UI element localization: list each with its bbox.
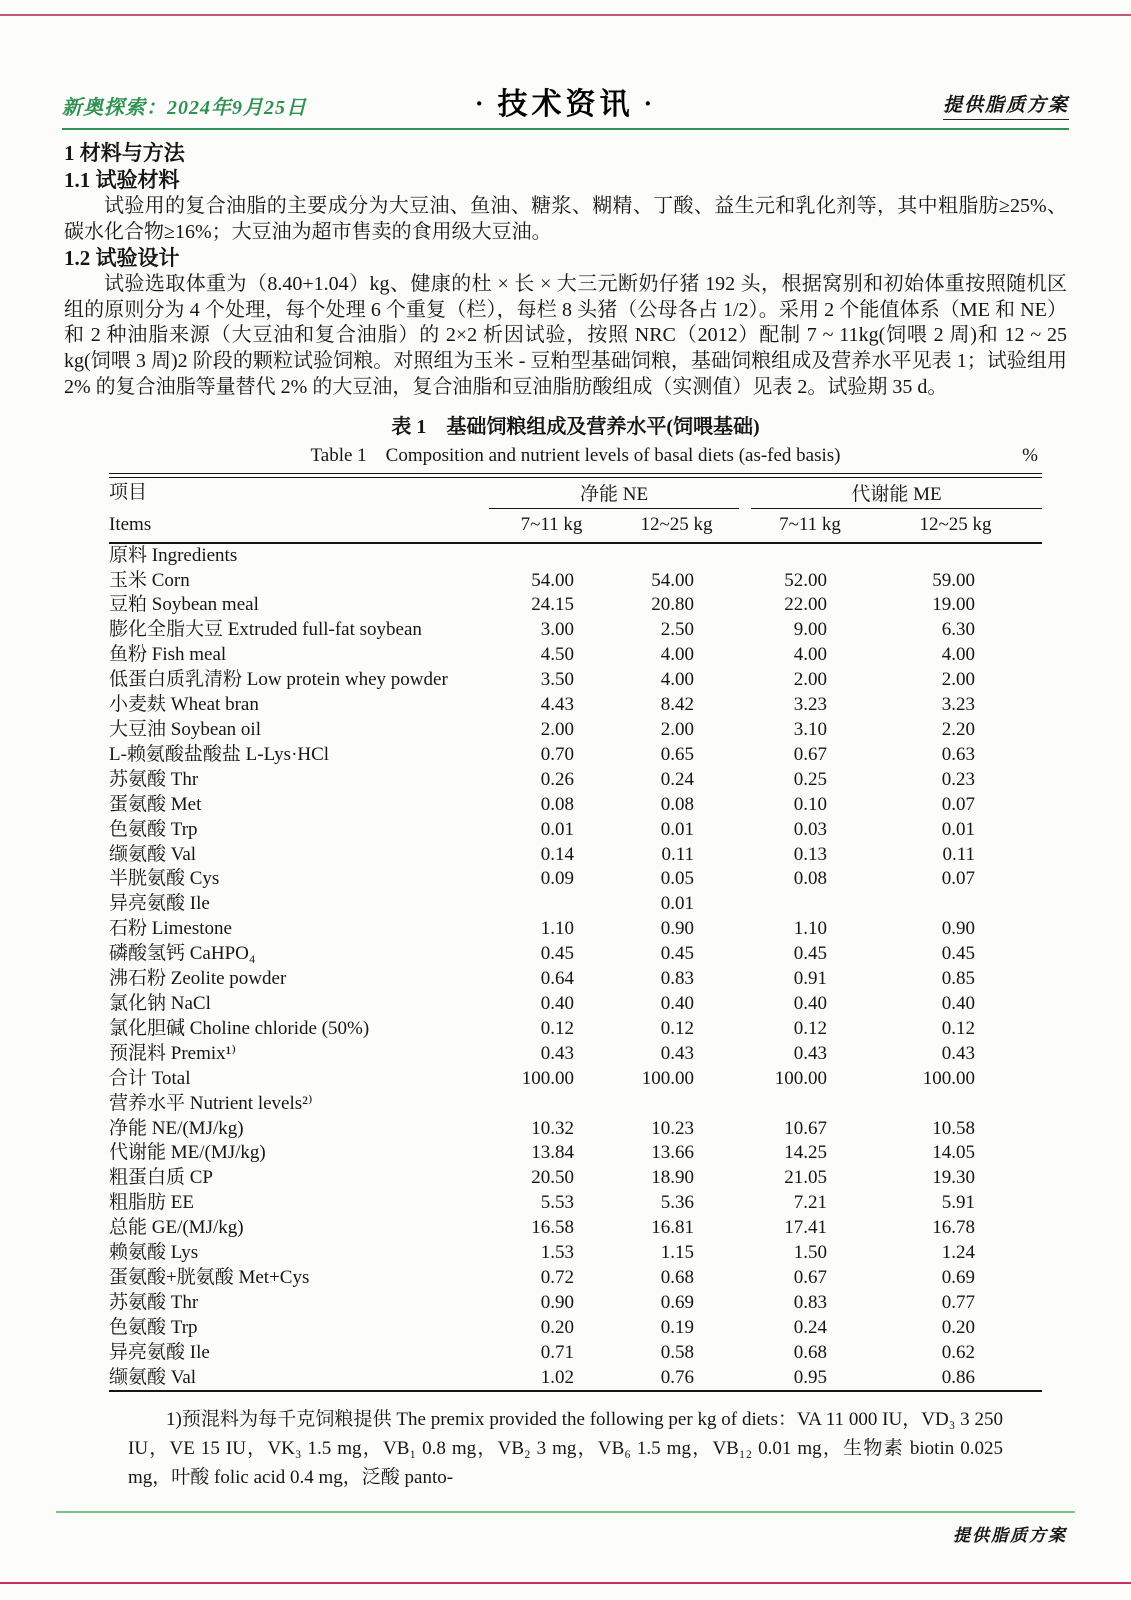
- cell-value: [489, 543, 614, 569]
- col-gap: [739, 643, 751, 668]
- col-gap: [739, 768, 751, 793]
- col-gap: [739, 1316, 751, 1341]
- cell-value: 3.23: [941, 694, 976, 716]
- row-label: 色氨酸 Trp: [109, 1316, 198, 1338]
- cell-value: 3.23: [793, 694, 828, 716]
- cell-value: 1.15: [660, 1242, 695, 1264]
- cell-value: 19.30: [932, 1167, 976, 1189]
- cell-value: 0.07: [941, 793, 976, 815]
- col-gap: [739, 1141, 751, 1166]
- cell-value: 0.58: [660, 1341, 695, 1363]
- table-row: [109, 569, 1042, 594]
- cell-value: 5.91: [941, 1192, 976, 1214]
- cell-value: 0.91: [793, 968, 828, 990]
- cell-value: 2.00: [660, 719, 695, 740]
- cell-value: 0.08: [793, 868, 828, 890]
- cell-value: 16.58: [531, 1217, 574, 1239]
- group-gap: [739, 478, 751, 543]
- col-gap: [739, 1366, 751, 1392]
- table-block: [109, 415, 1042, 1392]
- table-row: [109, 818, 1042, 843]
- cell-value: 10.58: [932, 1117, 976, 1139]
- header-green-rule: [62, 128, 1069, 130]
- article-body: [64, 140, 1067, 1492]
- col-gap: [739, 1117, 751, 1142]
- cell-value: 100.00: [922, 1067, 976, 1089]
- col-gap: [739, 967, 751, 992]
- cell-value: 0.25: [793, 768, 828, 790]
- col-gap: [739, 618, 751, 643]
- cell-value: 4.50: [540, 644, 574, 666]
- cell-value: 59.00: [932, 569, 976, 591]
- masthead: [62, 86, 1069, 120]
- group-header-me: 代谢能 ME: [751, 478, 1042, 509]
- table-row: [109, 643, 1042, 668]
- table-caption-cn: 表 1 基础饲粮组成及营养水平(饲喂基础): [391, 416, 760, 439]
- cell-value: 0.03: [793, 818, 828, 840]
- cell-value: 17.41: [784, 1217, 828, 1239]
- col-gap: [739, 793, 751, 818]
- cell-value: 2.00: [540, 719, 574, 740]
- row-label: 粗蛋白质 CP: [109, 1167, 213, 1189]
- row-label: L-赖氨酸盐酸盐 L-Lys·HCl: [109, 743, 330, 765]
- cell-value: 0.26: [540, 768, 574, 790]
- cell-value: 20.80: [651, 594, 695, 616]
- cell-value: 0.90: [941, 918, 976, 940]
- row-label: 石粉 Limestone: [109, 918, 232, 940]
- cell-value: 0.12: [941, 1017, 976, 1039]
- subheader-ne-7-11: 7~11 kg: [520, 514, 583, 536]
- cell-value: 0.12: [793, 1017, 828, 1039]
- cell-value: 1.10: [540, 918, 574, 940]
- cell-value: 0.01: [660, 818, 695, 840]
- table-row: [109, 1241, 1042, 1266]
- table-row: [109, 892, 1042, 917]
- subheader-me-7-11: 7~11 kg: [779, 514, 841, 536]
- row-label: 异亮氨酸 Ile: [109, 893, 210, 915]
- cell-value: 10.23: [651, 1117, 695, 1139]
- cell-value: 0.43: [941, 1042, 976, 1064]
- cell-value: 20.50: [531, 1167, 574, 1189]
- row-label: 预混料 Premix¹⁾: [109, 1042, 236, 1064]
- diet-table-body: [109, 543, 1042, 1392]
- cell-value: 1.53: [540, 1242, 574, 1264]
- table-row: [109, 1316, 1042, 1341]
- cell-value: 0.90: [540, 1291, 574, 1313]
- cell-value: 0.08: [540, 793, 574, 815]
- cell-value: 22.00: [784, 594, 828, 616]
- row-label: 粗脂肪 EE: [109, 1192, 194, 1214]
- row-label: 半胱氨酸 Cys: [109, 868, 220, 890]
- cell-value: [869, 892, 1042, 917]
- cell-value: 0.72: [540, 1266, 574, 1288]
- cell-value: 4.00: [793, 644, 828, 666]
- col-gap: [739, 1266, 751, 1291]
- cell-value: 0.05: [660, 868, 695, 890]
- row-label: 低蛋白质乳清粉 Low protein whey powder: [109, 669, 448, 691]
- cell-value: 0.71: [540, 1341, 574, 1363]
- cell-value: 100.00: [641, 1067, 695, 1089]
- table-row: [109, 917, 1042, 942]
- cell-value: 3.10: [793, 719, 828, 740]
- table-footnote: 1)预混料为每千克饲粮提供 The premix provided the following per kg of diets：VA 11 000 IU，VD₃ 3 250 IU，VE 15 IU，VK₃ 1.5 mg，VB₁ 0.8 mg，VB₂ 3 mg，VB₆ 1.5 mg，VB₁₂ 0.01 mg，生物素 biotin 0.025 mg，叶酸 folic acid 0.4 mg，泛酸 panto-: [128, 1409, 1003, 1489]
- table-caption-en: [109, 444, 1042, 467]
- col-gap: [739, 892, 751, 917]
- cell-value: 9.00: [793, 619, 828, 641]
- cell-value: 14.25: [784, 1142, 828, 1164]
- cell-value: 0.14: [540, 843, 574, 865]
- table-row: [109, 1341, 1042, 1366]
- cell-value: 10.67: [784, 1117, 828, 1139]
- row-label: 营养水平 Nutrient levels²⁾: [109, 1092, 313, 1114]
- cell-value: 13.84: [531, 1142, 574, 1164]
- cell-value: 0.69: [660, 1291, 695, 1313]
- row-label: 小麦麸 Wheat bran: [109, 694, 259, 716]
- row-label: 沸石粉 Zeolite powder: [109, 968, 287, 990]
- table-row: [109, 593, 1042, 618]
- cell-value: 0.77: [941, 1291, 976, 1313]
- cell-value: 0.62: [941, 1341, 976, 1363]
- cell-value: 0.23: [941, 768, 976, 790]
- cell-value: [489, 1092, 614, 1117]
- cell-value: 0.67: [793, 743, 828, 765]
- col-gap: [739, 593, 751, 618]
- cell-value: 0.65: [660, 743, 695, 765]
- table-row: [109, 768, 1042, 793]
- cell-value: 2.20: [941, 719, 976, 740]
- cell-value: 100.00: [774, 1067, 828, 1089]
- col-gap: [739, 543, 751, 569]
- masthead-issue-date: 新奥探索：2024年9月25日: [62, 97, 307, 119]
- cell-value: 1.10: [793, 918, 828, 940]
- cell-value: [751, 1092, 869, 1117]
- cell-value: 0.12: [540, 1017, 574, 1039]
- cell-value: 5.53: [540, 1192, 574, 1214]
- row-label: 苏氨酸 Thr: [109, 1291, 199, 1313]
- col-gap: [739, 818, 751, 843]
- col-gap: [739, 1291, 751, 1316]
- section-heading-1-2: 1.2 试验设计: [64, 246, 180, 271]
- cell-value: 0.13: [793, 843, 828, 865]
- cell-value: [869, 543, 1042, 569]
- table-row: [109, 992, 1042, 1017]
- cell-value: [614, 543, 739, 569]
- items-header-cn: 项目: [109, 481, 148, 503]
- row-label: 异亮氨酸 Ile: [109, 1341, 210, 1363]
- cell-value: 0.45: [660, 943, 695, 965]
- table-row: [109, 793, 1042, 818]
- cell-value: 54.00: [651, 569, 695, 591]
- group-header-ne: 净能 NE: [489, 478, 739, 509]
- cell-value: 0.69: [941, 1266, 976, 1288]
- cell-value: 18.90: [651, 1167, 695, 1189]
- cell-value: 3.00: [540, 619, 574, 641]
- cell-value: [489, 892, 614, 917]
- col-gap: [739, 1017, 751, 1042]
- cell-value: 0.24: [660, 768, 695, 790]
- cell-value: 54.00: [531, 569, 574, 591]
- cell-value: 0.40: [540, 992, 574, 1014]
- table-row: [109, 1266, 1042, 1291]
- row-label: 豆粕 Soybean meal: [109, 594, 259, 616]
- col-gap: [739, 1191, 751, 1216]
- cell-value: 7.21: [793, 1192, 828, 1214]
- section-row: [109, 543, 1042, 569]
- row-label: 原料 Ingredients: [109, 544, 238, 566]
- footer-tagline: 提供脂质方案: [953, 1526, 1067, 1545]
- table-row: [109, 1366, 1042, 1392]
- section-heading-1: 1 材料与方法: [64, 141, 185, 165]
- section-heading-1-1: 1.1 试验材料: [64, 168, 180, 192]
- col-gap: [739, 743, 751, 768]
- cell-value: 4.00: [660, 644, 695, 666]
- row-label: 蛋氨酸 Met: [109, 793, 202, 815]
- cell-value: 8.42: [660, 694, 695, 716]
- cell-value: 10.32: [531, 1117, 574, 1139]
- cell-value: 0.45: [793, 943, 828, 965]
- cell-value: 6.30: [941, 619, 976, 641]
- row-label: 大豆油 Soybean oil: [109, 719, 261, 740]
- cell-value: 0.76: [660, 1366, 695, 1388]
- table-row: [109, 1042, 1042, 1067]
- cell-value: 0.43: [793, 1042, 828, 1064]
- row-label: 苏氨酸 Thr: [109, 768, 199, 790]
- cell-value: 0.40: [793, 992, 828, 1014]
- col-gap: [739, 569, 751, 594]
- table-row: [109, 718, 1042, 743]
- row-label: 鱼粉 Fish meal: [109, 644, 227, 666]
- cell-value: 1.02: [540, 1366, 574, 1388]
- cell-value: 5.36: [660, 1192, 695, 1214]
- top-red-rule: [0, 14, 1131, 16]
- cell-value: [751, 543, 869, 569]
- table-unit-label: %: [1022, 445, 1038, 467]
- paragraph-materials: 试验用的复合油脂的主要成分为大豆油、鱼油、糖浆、糊精、丁酸、益生元和乳化剂等，其中粗脂肪≥25%、碳水化合物≥16%；大豆油为超市售卖的食用级大豆油。: [64, 195, 1067, 243]
- section-row: [109, 1092, 1042, 1117]
- cell-value: 13.66: [651, 1142, 695, 1164]
- cell-value: 24.15: [531, 594, 574, 616]
- bottom-red-rule: [0, 1582, 1131, 1584]
- table-row: [109, 967, 1042, 992]
- table-row: [109, 693, 1042, 718]
- cell-value: 4.43: [540, 694, 574, 716]
- cell-value: 4.00: [941, 644, 976, 666]
- cell-value: 0.68: [660, 1266, 695, 1288]
- cell-value: 2.50: [660, 619, 695, 641]
- cell-value: 0.11: [942, 843, 976, 865]
- right-dot-icon: ·: [643, 89, 657, 118]
- cell-value: 0.67: [793, 1266, 828, 1288]
- row-label: 合计 Total: [109, 1067, 191, 1089]
- row-label: 色氨酸 Trp: [109, 818, 198, 840]
- subheader-ne-12-25: 12~25 kg: [640, 514, 713, 536]
- col-gap: [739, 668, 751, 693]
- col-gap: [739, 718, 751, 743]
- cell-value: 0.90: [660, 918, 695, 940]
- col-gap: [739, 1341, 751, 1366]
- cell-value: 21.05: [784, 1167, 828, 1189]
- cell-value: 4.00: [660, 669, 695, 691]
- cell-value: 19.00: [932, 594, 976, 616]
- row-label: 玉米 Corn: [109, 569, 190, 591]
- table-row: [109, 1216, 1042, 1241]
- col-gap: [739, 1042, 751, 1067]
- cell-value: 0.43: [540, 1042, 574, 1064]
- items-header-en: Items: [109, 513, 152, 535]
- col-gap: [739, 942, 751, 967]
- table-row: [109, 1166, 1042, 1191]
- table-row: [109, 867, 1042, 892]
- row-label: 缬氨酸 Val: [109, 1366, 197, 1388]
- row-label: 磷酸氢钙 CaHPO₄: [109, 943, 256, 965]
- cell-value: [869, 1092, 1042, 1117]
- table-row: [109, 1191, 1042, 1216]
- cell-value: 2.00: [793, 669, 828, 691]
- row-label: 赖氨酸 Lys: [109, 1242, 199, 1264]
- table-row: [109, 618, 1042, 643]
- group-header-row: [109, 478, 1042, 509]
- cell-value: 0.20: [941, 1316, 976, 1338]
- cell-value: 0.45: [941, 943, 976, 965]
- cell-value: 0.20: [540, 1316, 574, 1338]
- cell-value: 0.09: [540, 868, 574, 890]
- table-caption-en-text: Table 1 Composition and nutrient levels of basal diets (as-fed basis): [310, 445, 841, 467]
- left-dot-icon: ·: [474, 89, 488, 118]
- row-label: 膨化全脂大豆 Extruded full-fat soybean: [109, 619, 422, 641]
- paragraph-design: 试验选取体重为（8.40+1.04）kg、健康的杜 × 长 × 大三元断奶仔猪 192 头，根据窝别和初始体重按照随机区组的原则分为 4 个处理，每个处理 6 个重复（栏），每栏 8 头猪（公母各占 1/2）。采用 2 个能值体系（ME 和 NE）和 2 种油脂来源（大豆油和复合油脂）的 2×2 析因试验，按照 NRC（2012）配制 7 ~ 11kg(饲喂 2 周)和 12 ~ 25 kg(饲喂 3 周)2 阶段的颗粒试验饲粮。对照组为玉米 - 豆粕型基础饲粮，基础饲粮组成及营养水平见表 1；试验组用 2% 的复合油脂等量替代 2% 的大豆油，复合油脂和豆油脂肪酸组成（实测值）见表 2。试验期 35 d。: [64, 273, 1067, 398]
- col-gap: [739, 992, 751, 1017]
- cell-value: 0.70: [540, 743, 574, 765]
- col-gap: [739, 1241, 751, 1266]
- cell-value: 0.01: [540, 818, 574, 840]
- col-gap: [739, 1216, 751, 1241]
- masthead-title: [62, 79, 1069, 123]
- footer-green-rule: [56, 1511, 1075, 1513]
- cell-value: 0.12: [660, 1017, 695, 1039]
- masthead-tagline: 提供脂质方案: [943, 90, 1069, 120]
- table-row: [109, 1067, 1042, 1092]
- cell-value: 0.24: [793, 1316, 828, 1338]
- cell-value: 0.07: [941, 868, 976, 890]
- diet-table-head: [109, 478, 1042, 543]
- cell-value: [614, 1092, 739, 1117]
- row-label: 代谢能 ME/(MJ/kg): [109, 1142, 266, 1164]
- cell-value: 0.85: [941, 968, 976, 990]
- row-label: 蛋氨酸+胱氨酸 Met+Cys: [109, 1266, 310, 1288]
- cell-value: 1.50: [793, 1242, 828, 1264]
- cell-value: 0.68: [793, 1341, 828, 1363]
- cell-value: 0.01: [941, 818, 976, 840]
- col-gap: [739, 693, 751, 718]
- cell-value: 0.01: [660, 893, 695, 915]
- table-row: [109, 1141, 1042, 1166]
- cell-value: [751, 892, 869, 917]
- cell-value: 0.86: [941, 1366, 976, 1388]
- cell-value: 0.19: [660, 1316, 695, 1338]
- cell-value: 16.81: [651, 1217, 695, 1239]
- row-label: 缬氨酸 Val: [109, 843, 197, 865]
- cell-value: 0.10: [793, 793, 828, 815]
- cell-value: 14.05: [932, 1142, 976, 1164]
- cell-value: 3.50: [540, 669, 574, 691]
- cell-value: 2.00: [941, 669, 976, 691]
- col-gap: [739, 1067, 751, 1092]
- diet-composition-table: [109, 478, 1042, 1393]
- col-gap: [739, 867, 751, 892]
- cell-value: 100.00: [521, 1067, 574, 1089]
- col-gap: [739, 917, 751, 942]
- table-row: [109, 843, 1042, 868]
- row-label: 总能 GE/(MJ/kg): [109, 1217, 244, 1239]
- table-row: [109, 1117, 1042, 1142]
- cell-value: 0.83: [660, 968, 695, 990]
- row-label: 氯化钠 NaCl: [109, 992, 211, 1014]
- row-label: 氯化胆碱 Choline chloride (50%): [109, 1017, 370, 1039]
- row-label: 净能 NE/(MJ/kg): [109, 1117, 244, 1139]
- cell-value: 0.40: [660, 992, 695, 1014]
- col-gap: [739, 1166, 751, 1191]
- subheader-me-12-25: 12~25 kg: [919, 514, 992, 536]
- cell-value: 0.40: [941, 992, 976, 1014]
- masthead-title-text: 技术资讯: [497, 88, 634, 121]
- cell-value: 52.00: [784, 569, 828, 591]
- col-gap: [739, 1092, 751, 1117]
- cell-value: 0.43: [660, 1042, 695, 1064]
- table-row: [109, 1017, 1042, 1042]
- cell-value: 0.95: [793, 1366, 828, 1388]
- cell-value: 0.83: [793, 1291, 828, 1313]
- cell-value: 1.24: [941, 1242, 976, 1264]
- cell-value: 0.08: [660, 793, 695, 815]
- cell-value: 0.45: [540, 943, 574, 965]
- table-row: [109, 668, 1042, 693]
- table-row: [109, 743, 1042, 768]
- col-gap: [739, 843, 751, 868]
- cell-value: 0.63: [941, 743, 976, 765]
- cell-value: 16.78: [932, 1217, 976, 1239]
- cell-value: 0.11: [661, 843, 695, 865]
- cell-value: 0.64: [540, 968, 574, 990]
- table-row: [109, 1291, 1042, 1316]
- items-header: [109, 478, 489, 543]
- table-row: [109, 942, 1042, 967]
